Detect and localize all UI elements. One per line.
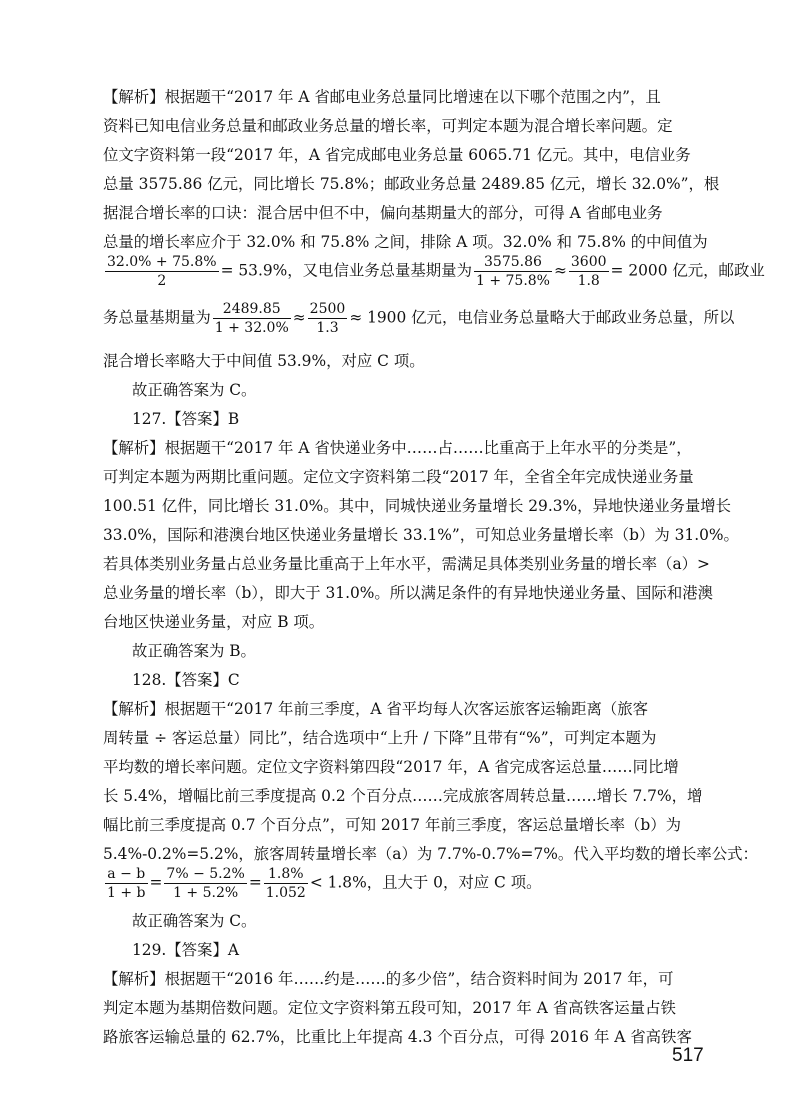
text-line: 资料已知电信业务总量和邮政业务总量的增长率，可判定本题为混合增长率问题。定 [103, 117, 673, 135]
page-number: 517 [672, 1045, 704, 1066]
text-line: 平均数的增长率问题。定位文字资料第四段“2017 年，A 省完成客运总量……同比增 [103, 758, 679, 776]
text-line: 33.0%，国际和港澳台地区快递业务量增长 33.1%”，可知总业务量增长率（b）为 31.0%。 [103, 526, 739, 544]
formula-text: = [149, 873, 163, 892]
formula-text: = [248, 873, 262, 892]
formula-line-3 [103, 866, 703, 901]
fraction [308, 301, 348, 336]
fraction-numerator: 7% − 5.2% [166, 866, 245, 882]
fraction [474, 254, 552, 289]
answer-heading: 128.【答案】C [132, 671, 240, 689]
text-line: 【解析】根据题干“2017 年前三季度，A 省平均每人次客运旅客运输距离（旅客 [103, 700, 649, 718]
text-line: 位文字资料第一段“2017 年，A 省完成邮电业务总量 6065.71 亿元。其中，电信业务 [103, 146, 691, 164]
text-line: 幅比前三季度提高 0.7 个百分点”，可知 2017 年前三季度，客运总量增长率（b）为 [103, 816, 682, 834]
fraction [105, 866, 148, 901]
fraction-denominator: 1 + b [107, 885, 146, 901]
text-line: 【解析】根据题干“2017 年 A 省邮电业务总量同比增速在以下哪个范围之内”，且 [103, 88, 661, 106]
fraction-denominator: 2 [157, 273, 167, 289]
formula-text: ≈ [292, 308, 306, 327]
fraction-numerator: 3575.86 [474, 254, 552, 272]
fraction-numerator: 3600 [570, 254, 607, 270]
text-line: 故正确答案为 C。 [132, 912, 257, 930]
fraction-denominator: 1.8 [577, 273, 600, 289]
fraction-denominator: 1 + 75.8% [475, 273, 550, 289]
fraction-denominator: 1.3 [316, 320, 339, 336]
fraction-numerator: 2500 [309, 301, 346, 317]
fraction-numerator: 1.8% [264, 866, 308, 884]
text-line: 【解析】根据题干“2016 年……约是……的多少倍”，结合资料时间为 2017 年，可 [103, 970, 674, 988]
fraction [569, 254, 609, 289]
fraction-numerator: 2489.85 [213, 301, 291, 319]
formula-text: ≈ 1900 亿元，电信业务总量略大于邮政业务总量，所以 [349, 308, 735, 327]
answer-heading: 129.【答案】A [132, 941, 239, 959]
text-line: 【解析】根据题干“2017 年 A 省快递业务中……占……比重高于上年水平的分类是”， [103, 439, 692, 457]
fraction-numerator: a − b [105, 866, 148, 884]
text-line: 路旅客运输总量的 62.7%，比重比上年提高 4.3 个百分点，可得 2016 年 A 省高铁客 [103, 1028, 692, 1046]
formula-line-2 [103, 301, 735, 336]
formula-text: = 53.9%，又电信业务总量基期量为 [220, 261, 472, 280]
formula-text: 务总量基期量为 [103, 308, 211, 327]
text-line: 故正确答案为 B。 [132, 642, 256, 660]
fraction-denominator: 1.052 [265, 885, 306, 901]
text-line: 台地区快递业务量，对应 B 项。 [103, 613, 325, 631]
fraction [164, 866, 246, 901]
text-line: 混合增长率略大于中间值 53.9%，对应 C 项。 [103, 352, 425, 370]
text-line: 总量的增长率应介于 32.0% 和 75.8% 之间，排除 A 项。32.0% 和 75.8% 的中间值为 [103, 233, 708, 251]
fraction-numerator: 32.0% + 75.8% [107, 254, 217, 270]
text-line: 总业务量的增长率（b），即大于 31.0%。所以满足条件的有异地快递业务量、国际和港澳 [103, 584, 713, 602]
text-line: 5.4%-0.2%=5.2%，旅客周转量增长率（a）为 7.7%-0.7%=7%。代入平均数的增长率公式： [103, 845, 758, 863]
text-line: 故正确答案为 C。 [132, 381, 257, 399]
formula-text: ≈ [553, 261, 567, 280]
fraction [264, 866, 308, 901]
text-line: 若具体类别业务量占总业务量比重高于上年水平，需满足具体类别业务量的增长率（a）> [103, 555, 710, 573]
answer-heading: 127.【答案】B [132, 410, 240, 428]
text-line: 判定本题为基期倍数问题。定位文字资料第五段可知，2017 年 A 省高铁客运量占铁 [103, 999, 676, 1017]
formula-text: = 2000 亿元，邮政业 [610, 261, 765, 280]
text-line: 总量 3575.86 亿元，同比增长 75.8%；邮政业务总量 2489.85 亿元，增长 32.0%”，根 [103, 175, 720, 193]
text-line: 据混合增长率的口诀：混合居中但不中，偏向基期量大的部分，可得 A 省邮电业务 [103, 204, 663, 222]
formula-text: < 1.8%，且大于 0，对应 C 项。 [309, 873, 542, 892]
text-line: 长 5.4%，增幅比前三季度提高 0.2 个百分点……完成旅客周转总量……增长 7.7%，增 [103, 787, 703, 805]
text-line: 100.51 亿件，同比增长 31.0%。其中，同城快递业务量增长 29.3%，异地快递业务量增长 [103, 497, 732, 515]
fraction [105, 254, 219, 289]
fraction-denominator: 1 + 5.2% [173, 885, 239, 901]
fraction-denominator: 1 + 32.0% [214, 320, 289, 336]
formula-line-1 [103, 254, 765, 289]
text-line: 可判定本题为两期比重问题。定位文字资料第二段“2017 年，全省全年完成快递业务量 [103, 468, 694, 486]
fraction [213, 301, 291, 336]
text-line: 周转量 ÷ 客运总量）同比”，结合选项中“上升 / 下降”且带有“%”，可判定本题为 [103, 729, 657, 747]
